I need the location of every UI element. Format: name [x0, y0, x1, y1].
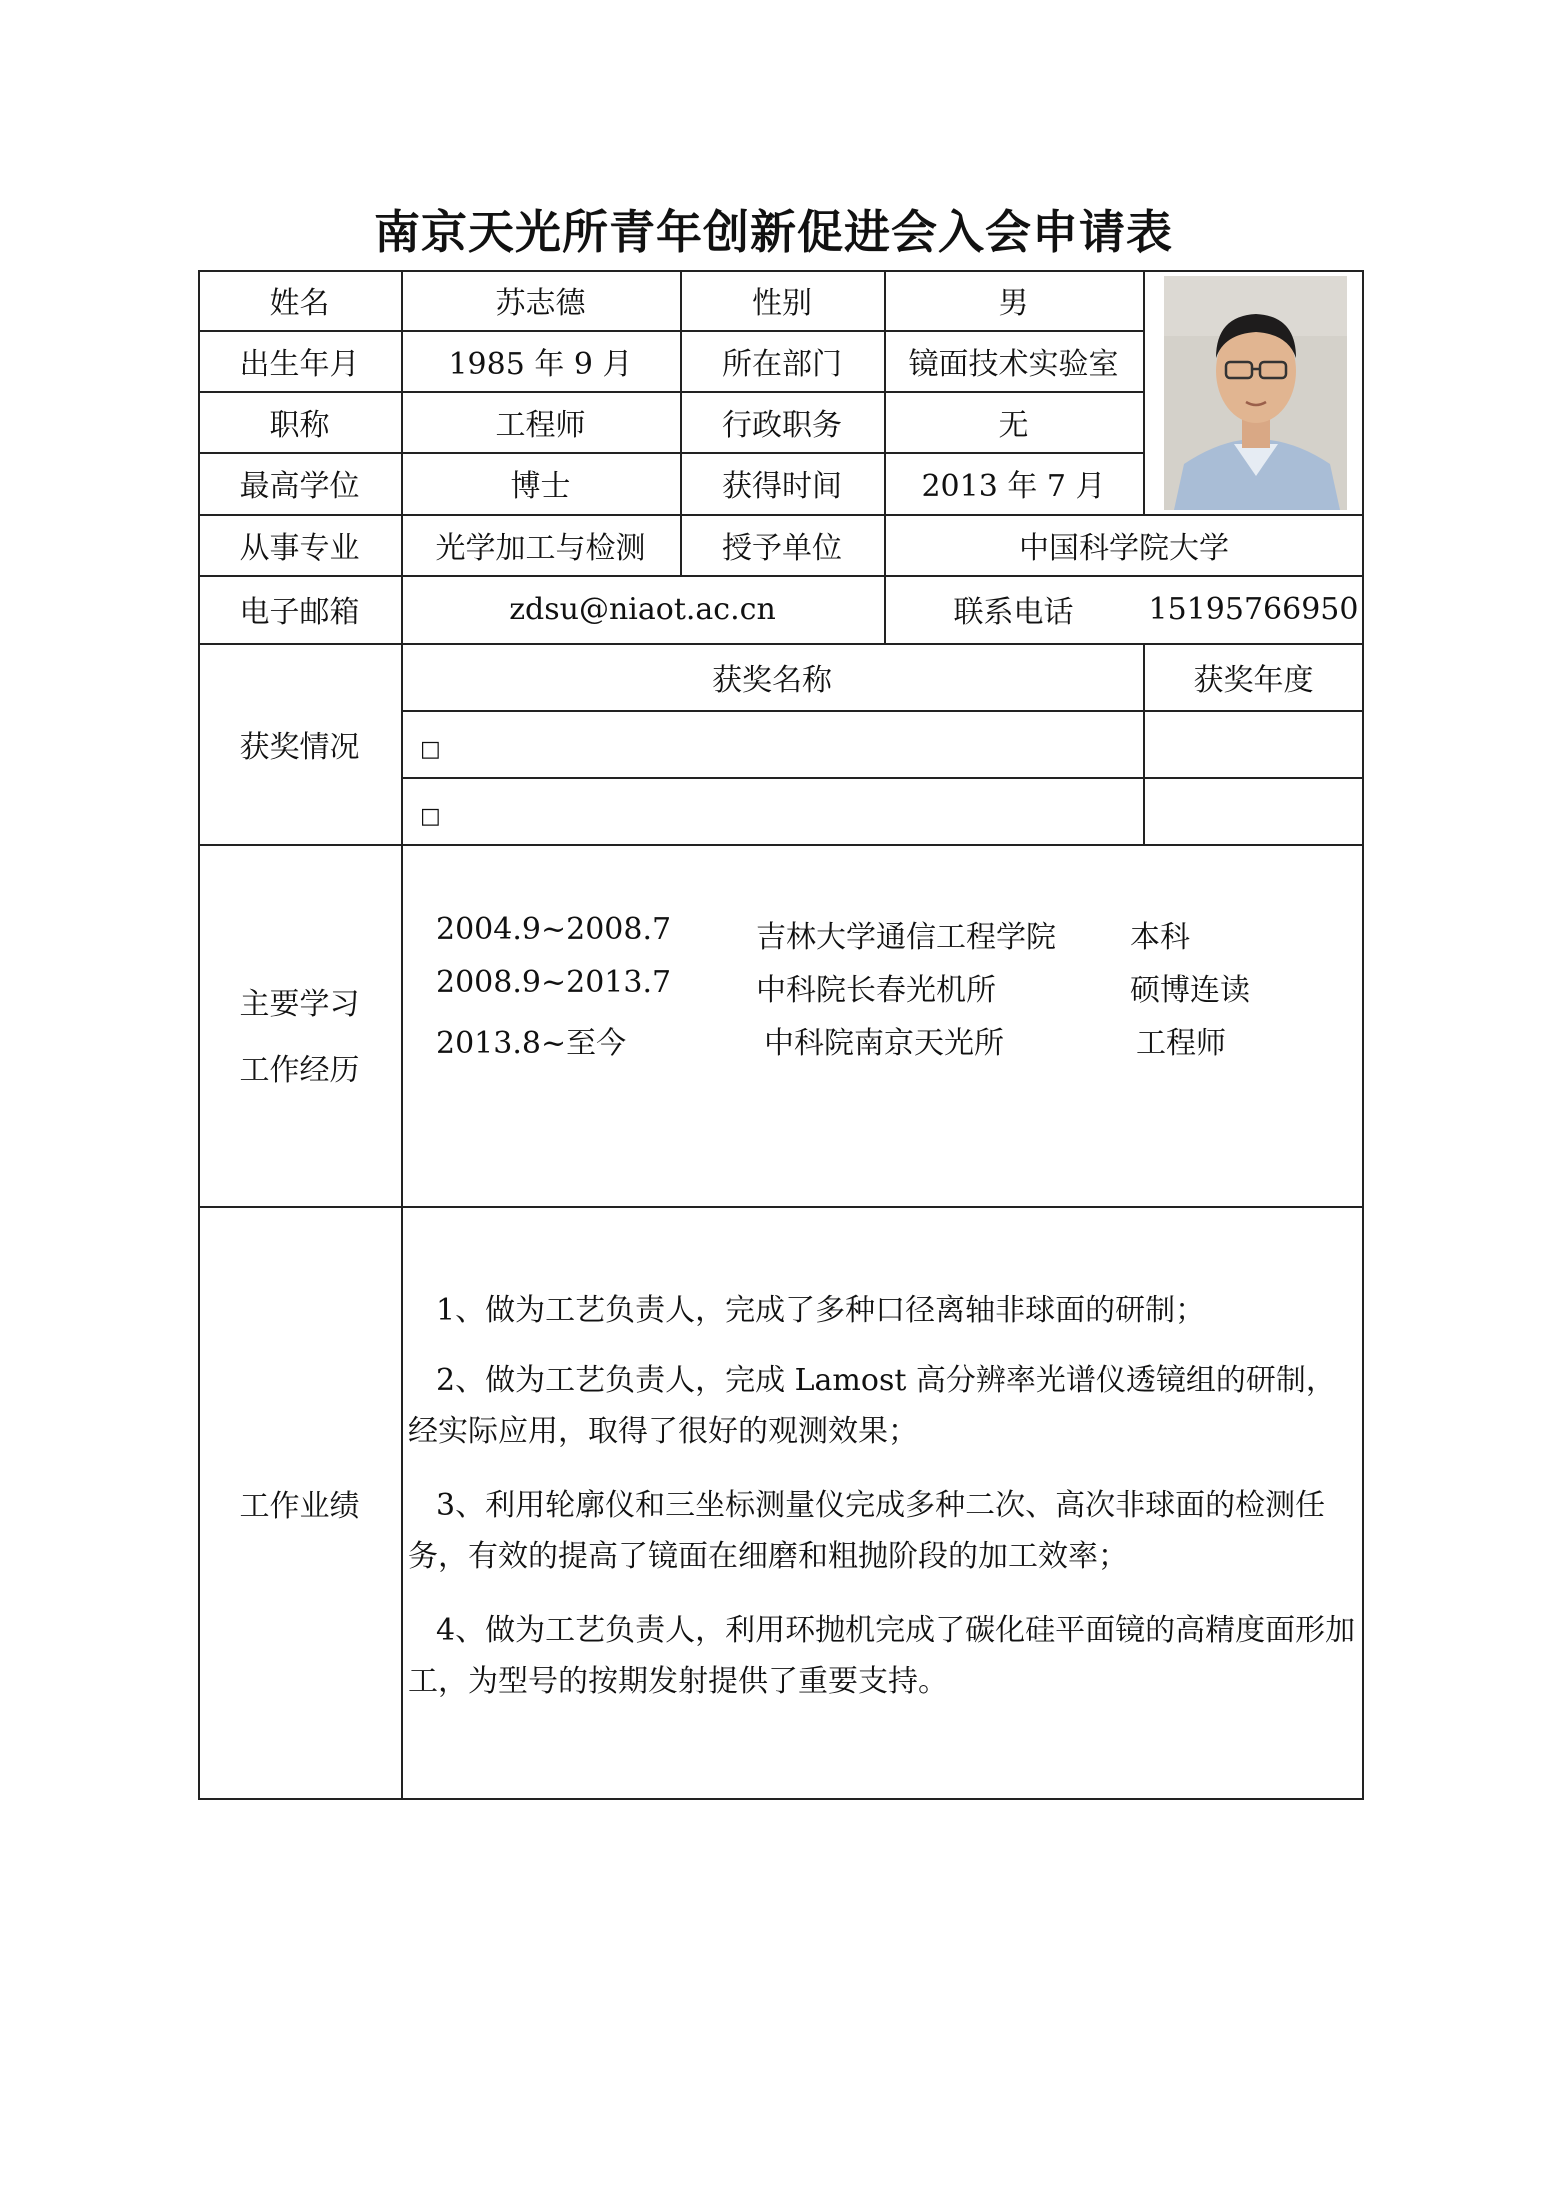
degree-time-label: 获得时间 [722, 469, 842, 504]
name-label: 姓名 [269, 286, 330, 321]
award-name-header: 获奖名称 [712, 662, 832, 698]
job-title-label: 职称 [269, 407, 330, 443]
grantor-label: 授予单位 [722, 530, 842, 566]
grantor-value: 中国科学院大学 [1019, 530, 1229, 566]
award-year-header: 获奖年度 [1193, 662, 1314, 698]
gender-value: 男 [998, 286, 1029, 321]
performance-item: 1、做为工艺负责人，完成了多种口径离轴非球面的研制； [436, 1293, 1206, 1328]
department-value: 镜面技术实验室 [908, 346, 1119, 382]
degree-label: 最高学位 [239, 469, 360, 504]
job-title-value: 工程师 [495, 407, 586, 443]
history-period: 2008.9~2013.7 [436, 965, 672, 1000]
portrait-image [1164, 276, 1347, 510]
degree-time-value: 2013 年 7 月 [921, 469, 1106, 504]
gender-label: 性别 [752, 286, 812, 321]
performance-item: 4、做为工艺负责人，利用环抛机完成了碳化硅平面镜的高精度面形加工，为型号的按期发射提供了重要支持。 [408, 1613, 1356, 1699]
major-value: 光学加工与检测 [435, 530, 646, 566]
form-title: 南京天光所青年创新促进会入会申请表 [374, 205, 1173, 259]
major-label: 从事专业 [239, 530, 360, 566]
history-org: 吉林大学通信工程学院 [756, 920, 1056, 955]
history-label-line1: 主要学习 [239, 987, 360, 1022]
performance-item: 2、做为工艺负责人，完成 Lamost 高分辨率光谱仪透镜组的研制，经实际应用，取得了很好的观测效果； [408, 1363, 1336, 1449]
performance-item: 3、利用轮廓仪和三坐标测量仪完成多种二次、高次非球面的检测任务，有效的提高了镜面在细磨和粗抛阶段的加工效率； [408, 1488, 1326, 1574]
admin-post-label: 行政职务 [722, 407, 842, 443]
degree-value: 博士 [510, 469, 571, 504]
birth-label: 出生年月 [239, 346, 360, 382]
department-label: 所在部门 [722, 346, 842, 382]
phone-value: 15195766950 [1148, 591, 1359, 627]
applicant-photo [1164, 276, 1347, 510]
award-year-cell [1143, 777, 1364, 844]
email-value: zdsu@niaot.ac.cn [509, 591, 776, 627]
awards-label: 获奖情况 [239, 729, 360, 765]
birth-value: 1985 年 9 月 [448, 346, 633, 382]
award-year-cell [1143, 710, 1364, 777]
award-name-cell [450, 777, 1140, 844]
email-label: 电子邮箱 [239, 595, 360, 630]
performance-label: 工作业绩 [239, 1489, 360, 1524]
history-period: 2013.8~至今 [436, 1026, 627, 1061]
history-org: 中科院南京天光所 [764, 1026, 1004, 1061]
row-divider [198, 844, 1364, 846]
phone-label: 联系电话 [953, 595, 1074, 630]
award-name-cell [450, 710, 1140, 777]
name-value: 苏志德 [495, 286, 586, 321]
history-period: 2004.9~2008.7 [436, 912, 672, 947]
award-checkbox: □ [420, 804, 441, 829]
history-role: 硕博连读 [1130, 973, 1250, 1008]
admin-post-value: 无 [998, 407, 1029, 443]
history-role: 工程师 [1136, 1026, 1226, 1061]
award-checkbox: □ [420, 737, 441, 762]
history-role: 本科 [1130, 920, 1190, 955]
history-label-line2: 工作经历 [239, 1053, 360, 1088]
col-divider [1143, 270, 1145, 514]
history-org: 中科院长春光机所 [756, 973, 996, 1008]
